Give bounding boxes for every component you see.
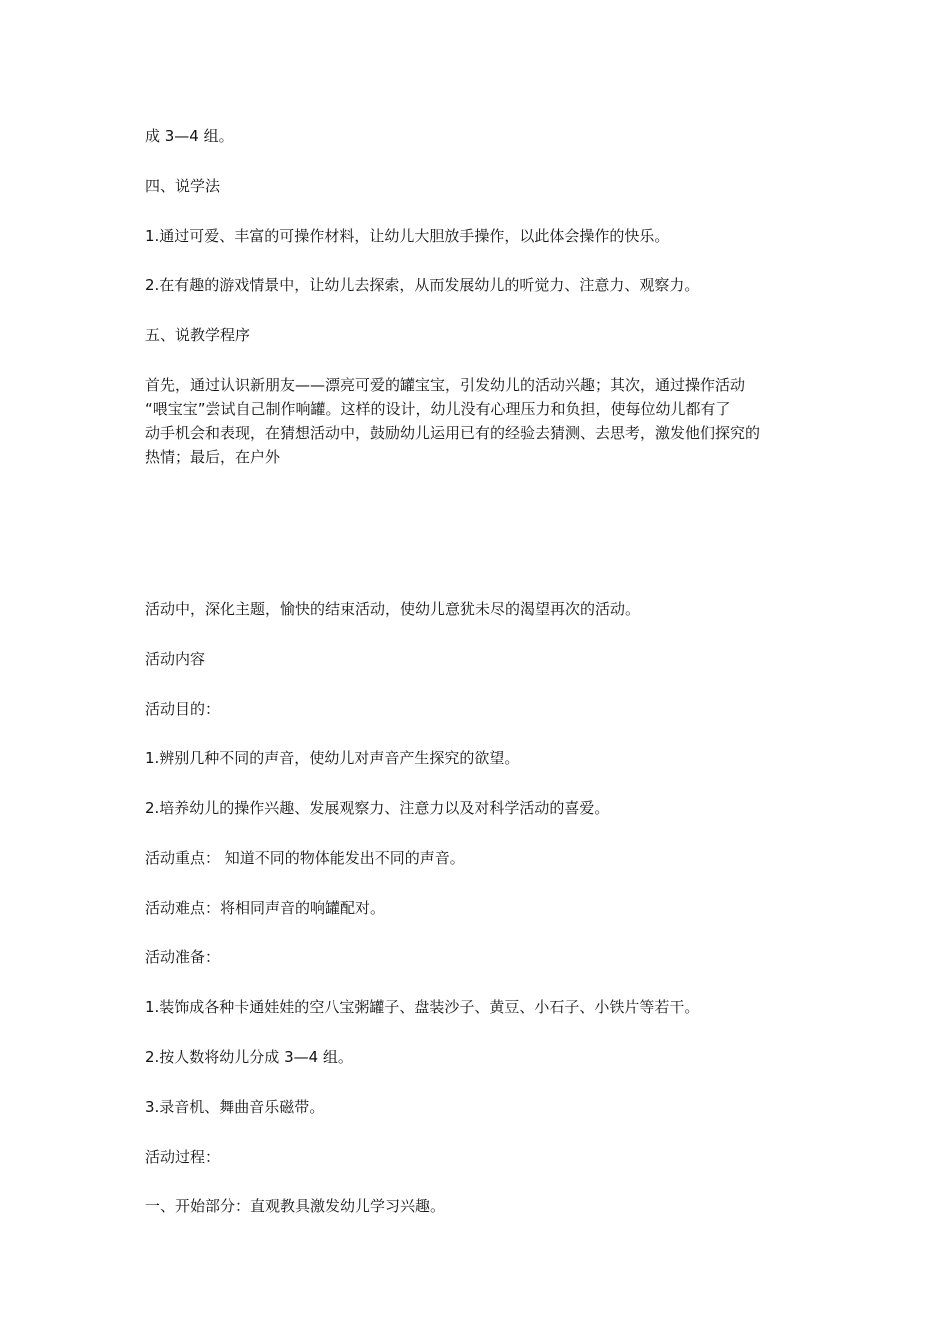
heading-activity-content: 活动内容 — [145, 650, 206, 668]
preparation-item-3: 3.录音机、舞曲音乐磁带。 — [145, 1098, 325, 1116]
goal-item-1: 1.辨别几种不同的声音，使幼儿对声音产生探究的欲望。 — [145, 749, 520, 767]
paragraph-line: 热情；最后，在户外 — [145, 448, 281, 466]
goal-item-2: 2.培养幼儿的操作兴趣、发展观察力、注意力以及对科学活动的喜爱。 — [145, 799, 610, 817]
heading-teaching-procedure: 五、说教学程序 — [145, 326, 251, 344]
paragraph-continuation-2: 活动中，深化主题，愉快的结束活动，使幼儿意犹未尽的渴望再次的活动。 — [145, 600, 641, 618]
paragraph-line: “喂宝宝”尝试自己制作响罐。这样的设计，幼儿没有心理压力和负担，使每位幼儿都有了 — [145, 400, 731, 418]
preparation-item-2: 2.按人数将幼儿分成 3—4 组。 — [145, 1048, 353, 1066]
teaching-procedure-paragraph — [145, 373, 810, 469]
process-step-1: 一、开始部分：直观教具激发幼儿学习兴趣。 — [145, 1197, 446, 1215]
activity-key-point: 活动重点： 知道不同的物体能发出不同的声音。 — [145, 849, 465, 867]
heading-activity-process: 活动过程： — [145, 1148, 221, 1166]
paragraph-line: 动手机会和表现，在猜想活动中，鼓励幼儿运用已有的经验去猜测、去思考，激发他们探究的 — [145, 424, 761, 442]
study-method-item-1: 1.通过可爱、丰富的可操作材料，让幼儿大胆放手操作，以此体会操作的快乐。 — [145, 227, 670, 245]
activity-difficulty: 活动难点：将相同声音的响罐配对。 — [145, 899, 386, 917]
preparation-item-1: 1.装饰成各种卡通娃娃的空八宝粥罐子、盘装沙子、黄豆、小石子、小铁片等若干。 — [145, 998, 700, 1016]
heading-activity-goal: 活动目的： — [145, 700, 221, 718]
heading-study-method: 四、说学法 — [145, 177, 221, 195]
study-method-item-2: 2.在有趣的游戏情景中，让幼儿去探索，从而发展幼儿的听觉力、注意力、观察力。 — [145, 276, 700, 294]
paragraph-continuation: 成 3—4 组。 — [145, 127, 234, 145]
heading-activity-preparation: 活动准备： — [145, 948, 221, 966]
paragraph-line: 首先，通过认识新朋友——漂亮可爱的罐宝宝，引发幼儿的活动兴趣；其次，通过操作活动 — [145, 376, 746, 394]
